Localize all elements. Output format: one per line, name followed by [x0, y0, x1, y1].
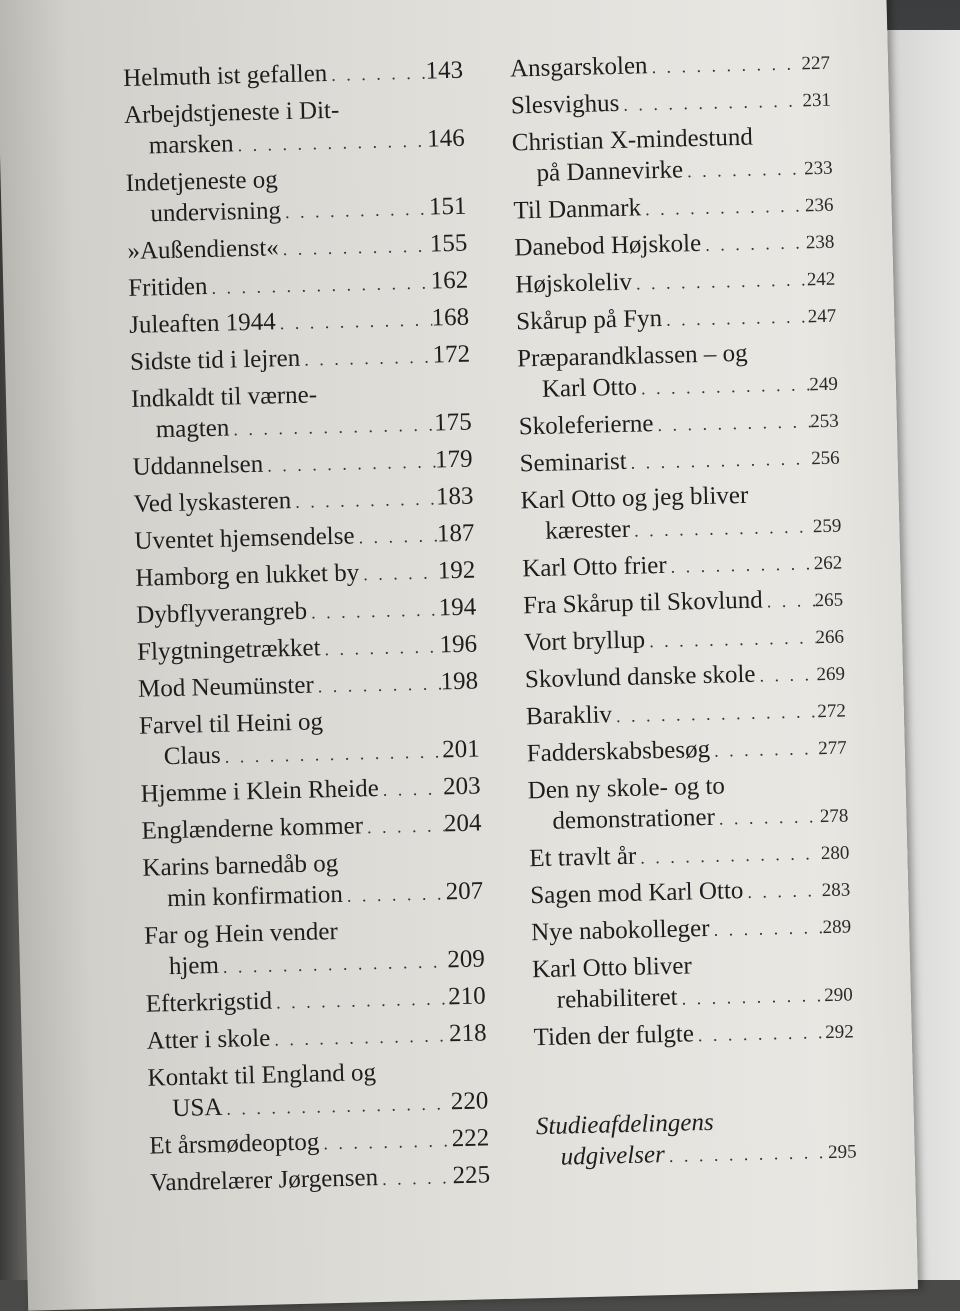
- toc-entry-line: [531, 909, 852, 950]
- toc-entry-line: [519, 441, 840, 482]
- toc-entry: [123, 55, 464, 96]
- toc-entry-title: Præparandklassen – og: [516, 339, 748, 373]
- toc-entry: [530, 872, 851, 913]
- toc-entry-title: Atter i skole: [146, 1024, 271, 1055]
- toc-page-number: 194: [438, 593, 477, 622]
- toc-entry-title: Mod Neumünster: [137, 671, 315, 703]
- leader-dots: [743, 875, 822, 908]
- toc-entry-title: Fritiden: [127, 272, 208, 302]
- toc-page-number: 168: [431, 303, 470, 332]
- toc-page-number: 162: [430, 266, 469, 295]
- toc-entry: [137, 629, 478, 670]
- toc-entry-continuation: [131, 407, 472, 448]
- toc-page-number: 280: [820, 842, 850, 865]
- toc-entry-line: [129, 302, 470, 343]
- toc-entry-title: Dybflyverangreb: [135, 597, 308, 629]
- toc-entry-title: demonstrationer: [552, 803, 716, 835]
- toc-entry-title: Højskoleliv: [515, 268, 633, 299]
- leader-dots: [647, 48, 802, 83]
- leader-dots: [229, 409, 435, 445]
- toc-entry-continuation: [521, 509, 842, 550]
- toc-page-number: 236: [804, 194, 834, 217]
- toc-page-number: 218: [448, 1019, 487, 1048]
- leader-dots: [709, 912, 823, 946]
- leader-dots: [319, 1125, 452, 1159]
- toc-entry-title: Kontakt til England og: [147, 1059, 377, 1092]
- toc-page-number: 227: [801, 52, 831, 75]
- toc-page-number: 290: [824, 984, 854, 1007]
- toc-entry: [144, 912, 485, 984]
- toc-page-number: 203: [442, 772, 481, 801]
- toc-page-number: 225: [452, 1161, 491, 1190]
- toc-entry-continuation: [528, 798, 849, 839]
- toc-page-number: 146: [426, 124, 466, 153]
- toc-entry-continuation: [143, 875, 484, 916]
- toc-page-number: 231: [802, 89, 832, 112]
- toc-entry-line: [133, 481, 474, 522]
- toc-entry-title: »Außendienst«: [127, 234, 280, 265]
- toc-page-number: 242: [806, 268, 836, 291]
- toc-entry: [522, 546, 843, 587]
- toc-entry-title: Skårup på Fyn: [515, 304, 663, 336]
- toc-page-number: 187: [436, 519, 475, 548]
- toc-entry-line: [514, 225, 835, 266]
- toc-entry-line: [510, 46, 831, 87]
- toc-entry-line: [525, 657, 846, 698]
- toc-page-number: 209: [446, 945, 486, 974]
- toc-entry-line: [149, 1122, 490, 1163]
- toc-entry-title: Far og Hein vender: [143, 918, 339, 950]
- toc-entry-continuation: [512, 151, 833, 192]
- leader-dots: [645, 622, 816, 657]
- toc-entry-line: [140, 770, 481, 811]
- toc-entry-title: Arbejdstjeneste i Dit-: [123, 96, 340, 129]
- leader-dots: [683, 153, 805, 187]
- toc-page-number: 198: [440, 667, 479, 696]
- toc-entry: [124, 92, 465, 164]
- toc-entry: [145, 980, 486, 1021]
- leader-dots: [666, 548, 814, 583]
- toc-entry: [511, 120, 832, 192]
- toc-entry: [133, 481, 474, 522]
- leader-dots: [762, 585, 815, 617]
- toc-entry: [134, 518, 475, 559]
- toc-entry-line: [134, 518, 475, 559]
- toc-entry-title: Englænderne kommer: [141, 812, 364, 845]
- leader-dots: [612, 696, 818, 732]
- toc-entry: [127, 228, 468, 269]
- toc-entry-line: [511, 83, 832, 124]
- toc-entry-continuation: [518, 367, 839, 408]
- toc-entry-title: Et årsmødeoptog: [148, 1128, 320, 1160]
- leader-dots: [701, 227, 806, 261]
- leader-dots: [354, 520, 437, 553]
- toc-entry-line: [135, 555, 476, 596]
- toc-entry-title: Ved lyskasteren: [133, 487, 292, 518]
- leader-dots: [630, 511, 813, 546]
- toc-entry: [526, 731, 847, 772]
- toc-entry-line: [518, 404, 839, 445]
- toc-entry-line: [138, 666, 479, 707]
- toc-entry: [520, 478, 841, 550]
- toc-entry-title: min konfirmation: [166, 880, 344, 913]
- leader-dots: [313, 668, 441, 702]
- toc-entry: [139, 702, 480, 774]
- toc-entry-title: Helmuth ist gefallen: [122, 60, 328, 92]
- leader-dots: [641, 190, 806, 225]
- toc-entry-title: Juleaften 1944: [128, 308, 276, 339]
- toc-entry-title: Barakliv: [525, 701, 613, 731]
- toc-entry-title: Karl Otto bliver: [531, 952, 693, 984]
- toc-entry: [142, 844, 483, 916]
- toc-entry-title: Skovlund danske skole: [524, 660, 756, 694]
- leader-dots: [632, 264, 808, 299]
- toc-entry: [511, 83, 832, 124]
- toc-entry-title: Fadderskabsbesøg: [526, 735, 711, 768]
- toc-entry-title: Flygtningetrækket: [136, 634, 321, 666]
- toc-entry: [128, 265, 469, 306]
- toc-page-number: 272: [817, 700, 847, 723]
- toc-entry: [131, 376, 472, 448]
- leader-dots: [270, 1020, 450, 1055]
- toc-entry: [138, 666, 479, 707]
- toc-entry-title: Nye nabokolleger: [530, 914, 710, 947]
- leader-dots: [233, 126, 427, 162]
- leader-dots: [653, 406, 811, 441]
- toc-entry: [526, 694, 847, 735]
- toc-entry-line: [526, 731, 847, 772]
- leader-dots: [664, 1137, 828, 1172]
- toc-entry-continuation: [145, 943, 486, 984]
- leader-dots: [755, 659, 817, 691]
- toc-entry-title: Efterkrigstid: [145, 987, 273, 1018]
- toc-entry-line: [523, 583, 844, 624]
- leader-dots: [291, 483, 437, 518]
- toc-entry-title: Hamborg en lukket by: [135, 559, 360, 592]
- leader-dots: [626, 443, 811, 479]
- toc-entry: [135, 555, 476, 596]
- toc-entry-title: Sagen mod Karl Otto: [529, 877, 744, 910]
- toc-entry-title: udgivelser: [560, 1141, 666, 1171]
- toc-entry-title: Karl Otto og jeg bliver: [520, 481, 749, 515]
- toc-entry-title: Vandrelærer Jørgensen: [149, 1164, 379, 1197]
- leader-dots: [378, 1162, 453, 1195]
- leader-dots: [359, 557, 438, 590]
- toc-right-column: [510, 46, 857, 1179]
- toc-page-number: 238: [805, 231, 835, 254]
- leader-dots: [677, 980, 824, 1015]
- toc-entry: [524, 620, 845, 661]
- toc-entry: [510, 46, 831, 87]
- toc-entry: [519, 441, 840, 482]
- toc-entry-title: Karl Otto frier: [521, 551, 667, 583]
- leader-dots: [300, 342, 433, 376]
- toc-page-number: 256: [810, 447, 840, 470]
- toc-entry-title: Skoleferierne: [518, 410, 654, 441]
- toc-entry-line: [128, 265, 469, 306]
- leader-dots: [662, 301, 808, 336]
- toc-entry-title: kærester: [545, 515, 631, 545]
- toc-entry-title: Seminarist: [519, 447, 627, 478]
- leader-dots: [263, 446, 436, 481]
- toc-entry-title: Uddannelsen: [132, 450, 264, 481]
- toc-page-number: 283: [821, 879, 851, 902]
- toc-entry: [132, 444, 473, 485]
- toc-entry: [136, 592, 477, 633]
- toc-entry-title: marsken: [148, 130, 234, 160]
- toc-entry-title: USA: [172, 1093, 223, 1123]
- toc-entry-title: Indkaldt til værne-: [130, 381, 318, 413]
- toc-page-number: 183: [435, 482, 474, 511]
- toc-page-number: 265: [814, 589, 844, 612]
- toc-entry: [518, 404, 839, 445]
- toc-left-column: [123, 55, 491, 1205]
- toc-page-number: 204: [443, 809, 482, 838]
- toc-entry: [150, 1159, 491, 1200]
- section-spacer: [534, 1051, 855, 1111]
- toc-page-number: 233: [803, 157, 833, 180]
- toc-entry: [140, 770, 481, 811]
- toc-page-number: 155: [429, 229, 468, 258]
- toc-entry: [130, 339, 471, 380]
- toc-entry-line: [529, 835, 850, 876]
- toc-page-number: 143: [425, 56, 464, 85]
- toc-entry: [129, 302, 470, 343]
- toc-entry: [525, 657, 846, 698]
- toc-entry-line: [145, 980, 486, 1021]
- toc-entry: [125, 160, 466, 232]
- toc-entry-title: Fra Skårup til Skovlund: [522, 586, 764, 620]
- toc-entry-line: [516, 299, 837, 340]
- toc-page-number: 289: [822, 916, 852, 939]
- toc-page-number: 196: [439, 630, 478, 659]
- leader-dots: [222, 1088, 451, 1125]
- toc-page-number: 253: [810, 410, 840, 433]
- toc-entry: [513, 188, 834, 229]
- toc-entry-title: Farvel til Heini og: [138, 708, 324, 740]
- toc-entry: [517, 336, 838, 408]
- leader-dots: [694, 1017, 826, 1051]
- toc-entry-title: Studieafdelingens: [535, 1108, 714, 1141]
- leader-dots: [636, 838, 821, 874]
- toc-entry: [515, 262, 836, 303]
- toc-page-number: 220: [450, 1087, 489, 1116]
- leader-dots: [363, 810, 445, 843]
- toc-entry-title: Vort bryllup: [523, 626, 646, 657]
- toc-page-number: 210: [447, 982, 487, 1011]
- toc-entry-title: Claus: [163, 741, 222, 771]
- toc-entry-continuation: [148, 1085, 489, 1126]
- toc-page-number: 179: [434, 445, 473, 474]
- leader-dots: [272, 983, 449, 1018]
- toc-entry-line: [137, 629, 478, 670]
- toc-entry-continuation: [536, 1134, 857, 1175]
- leader-dots: [278, 231, 430, 266]
- toc-page-number: 207: [445, 877, 484, 906]
- leader-dots: [219, 946, 448, 983]
- leader-dots: [619, 85, 803, 120]
- toc-entry: [147, 1054, 488, 1126]
- toc-entry: [141, 807, 482, 848]
- toc-page-number: 262: [813, 552, 843, 575]
- toc-entry-title: Karins barnedåb og: [142, 849, 339, 882]
- toc-entry: [532, 946, 853, 1018]
- toc-entry-continuation: [139, 733, 480, 774]
- toc-entry-line: [130, 339, 471, 380]
- toc-entry: [536, 1103, 857, 1175]
- leader-dots: [320, 631, 440, 665]
- toc-page-number: 222: [451, 1124, 490, 1153]
- toc-entry-continuation: [532, 977, 853, 1018]
- toc-entry: [533, 1014, 854, 1055]
- leader-dots: [710, 733, 819, 767]
- leader-dots: [307, 594, 439, 628]
- toc-entry-title: på Dannevirke: [536, 156, 684, 187]
- toc-entry-title: Til Danmark: [513, 194, 642, 225]
- toc-entry-title: Den ny skole- og to: [527, 772, 726, 805]
- toc-entry-line: [533, 1014, 854, 1055]
- leader-dots: [207, 268, 431, 304]
- toc-entry-line: [526, 694, 847, 735]
- toc-page-number: 172: [432, 340, 471, 369]
- toc-entry-title: Danebod Højskole: [514, 229, 702, 262]
- toc-page-number: 151: [428, 192, 467, 221]
- leader-dots: [378, 773, 443, 806]
- leader-dots: [343, 878, 447, 912]
- toc-entry-line: [127, 228, 468, 269]
- toc-entry-title: rehabiliteret: [556, 983, 678, 1014]
- leader-dots: [715, 801, 821, 835]
- toc-entry-line: [515, 262, 836, 303]
- toc-entry-title: undervisning: [150, 197, 282, 228]
- toc-page-number: 259: [812, 515, 842, 538]
- toc-entry-title: Hjemme i Klein Rheide: [140, 774, 380, 808]
- toc-entry-line: [136, 592, 477, 633]
- toc-entry-line: [132, 444, 473, 485]
- toc-entry-title: Ansgarskolen: [509, 52, 648, 83]
- toc-page-number: 278: [819, 805, 849, 828]
- toc-entry: [529, 835, 850, 876]
- toc-page-number: 192: [437, 556, 476, 585]
- toc-entry: [523, 583, 844, 624]
- toc-entry-continuation: [124, 123, 465, 164]
- toc-entry-title: hjem: [168, 951, 220, 981]
- toc-entry-line: [524, 620, 845, 661]
- leader-dots: [637, 369, 810, 404]
- toc-entry-line: [530, 872, 851, 913]
- toc-entry-title: magten: [155, 414, 230, 444]
- toc-entry-title: Indetjeneste og: [125, 166, 279, 197]
- toc-page-number: 295: [827, 1141, 857, 1164]
- toc-entry-line: [513, 188, 834, 229]
- toc-page-number: 292: [824, 1021, 854, 1044]
- toc-entry-line: [123, 55, 464, 96]
- toc-entry-title: Tiden der fulgte: [533, 1020, 695, 1052]
- leader-dots: [220, 736, 442, 772]
- leader-dots: [275, 305, 432, 340]
- toc-page-number: 266: [815, 626, 845, 649]
- toc-entry-title: Sidste tid i lejren: [129, 344, 301, 376]
- toc-entry: [514, 225, 835, 266]
- toc-entry-title: Slesvighus: [510, 89, 620, 120]
- toc-entry-title: Uventet hjemsendelse: [134, 522, 355, 555]
- toc-page-number: 247: [807, 305, 837, 328]
- toc-page-number: 201: [441, 735, 480, 764]
- toc-entry-continuation: [126, 191, 467, 232]
- toc-page-number: 175: [433, 408, 473, 437]
- toc-entry-title: Christian X-mindestund: [511, 123, 754, 157]
- leader-dots: [327, 58, 426, 91]
- toc-page-number: 269: [816, 663, 846, 686]
- toc-entry: [149, 1122, 490, 1163]
- leader-dots: [281, 194, 430, 229]
- toc-entry-line: [522, 546, 843, 587]
- toc-entry-line: [146, 1017, 487, 1058]
- toc-entry: [531, 909, 852, 950]
- toc-entry: [516, 299, 837, 340]
- toc-entry-line: [150, 1159, 491, 1200]
- toc-entry: [146, 1017, 487, 1058]
- toc-entry-title: Karl Otto: [541, 373, 638, 403]
- toc-entry-title: Et travlt år: [529, 842, 637, 873]
- toc-page-number: 277: [818, 737, 848, 760]
- toc-entry: [527, 768, 848, 840]
- toc-page-number: 249: [809, 373, 839, 396]
- toc-entry-line: [141, 807, 482, 848]
